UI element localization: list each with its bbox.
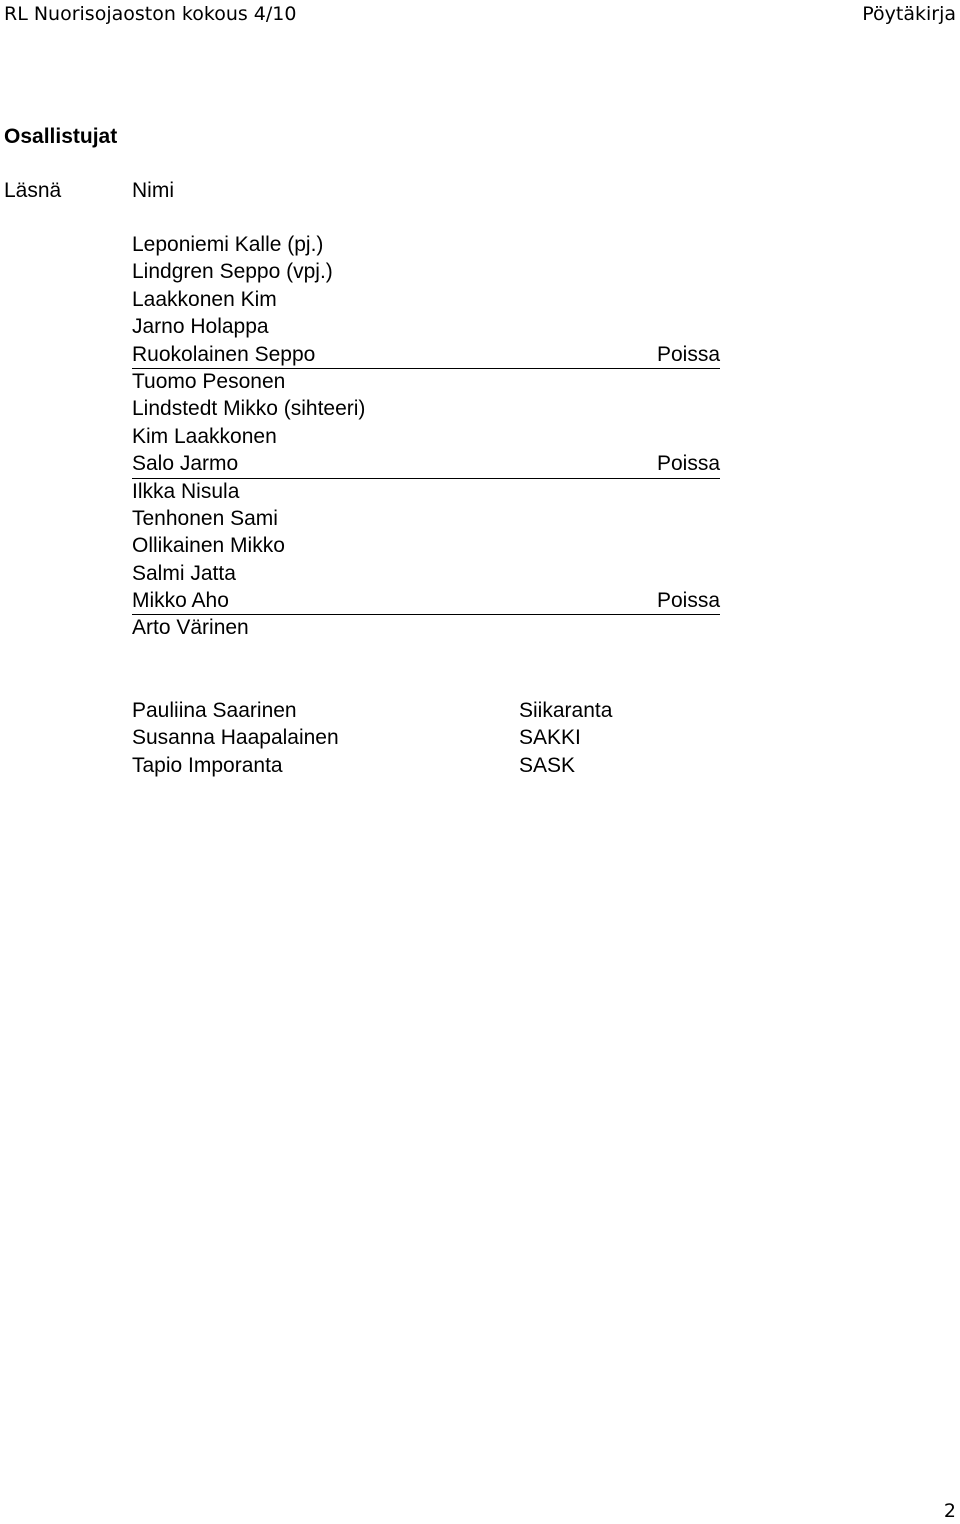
- member-name: Jarno Holappa: [132, 315, 269, 339]
- member-name: Laakkonen Kim: [132, 287, 277, 311]
- member-row: [132, 259, 720, 286]
- member-row: [132, 479, 720, 506]
- absent-status: Poissa: [656, 589, 720, 613]
- member-name: Tenhonen Sami: [132, 506, 278, 530]
- member-row: [132, 287, 720, 314]
- section-title: Osallistujat: [4, 125, 118, 148]
- document-header-title: RL Nuorisojaoston kokous 4/10: [4, 3, 297, 25]
- member-row: [132, 232, 720, 259]
- member-row-absent: [132, 451, 720, 478]
- member-row: [132, 424, 720, 451]
- guest-name: Tapio Imporanta: [132, 753, 283, 777]
- member-name: Ollikainen Mikko: [132, 534, 285, 558]
- member-name: Tuomo Pesonen: [132, 369, 286, 393]
- member-row: [132, 369, 720, 396]
- member-row: [132, 533, 720, 560]
- guest-name: Susanna Haapalainen: [132, 726, 339, 750]
- member-row-absent: [132, 588, 720, 615]
- name-column-header: Nimi: [132, 179, 174, 202]
- member-name: Lindgren Seppo (vpj.): [132, 260, 333, 284]
- guest-name: Pauliina Saarinen: [132, 699, 297, 722]
- guest-organization: SASK: [519, 753, 576, 777]
- member-name: Leponiemi Kalle (pj.): [132, 233, 324, 256]
- document-type-label: Pöytäkirja: [862, 3, 956, 25]
- member-name: Kim Laakkonen: [132, 424, 277, 448]
- member-row: [132, 561, 720, 588]
- guest-row: [132, 725, 652, 752]
- member-name: Ilkka Nisula: [132, 479, 240, 503]
- member-name: Salo Jarmo: [132, 452, 239, 476]
- absent-status: Poissa: [656, 452, 720, 476]
- guest-list: [132, 698, 652, 780]
- member-name: Lindstedt Mikko (sihteeri): [132, 397, 366, 421]
- member-name: Ruokolainen Seppo: [132, 342, 316, 366]
- member-row: [132, 396, 720, 423]
- member-row: [132, 615, 720, 642]
- absent-status: Poissa: [656, 342, 720, 366]
- present-column-header: Läsnä: [4, 179, 62, 202]
- member-name: Mikko Aho: [132, 589, 229, 613]
- guest-organization: Siikaranta: [519, 699, 613, 722]
- page-number: 2: [943, 1500, 956, 1522]
- member-row-absent: [132, 342, 720, 369]
- guest-organization: SAKKI: [519, 726, 581, 750]
- member-row: [132, 314, 720, 341]
- member-list: [132, 232, 720, 643]
- guest-row: [132, 698, 652, 725]
- guest-row: [132, 753, 652, 780]
- member-name: Salmi Jatta: [132, 561, 236, 585]
- member-row: [132, 506, 720, 533]
- member-name: Arto Värinen: [132, 616, 249, 640]
